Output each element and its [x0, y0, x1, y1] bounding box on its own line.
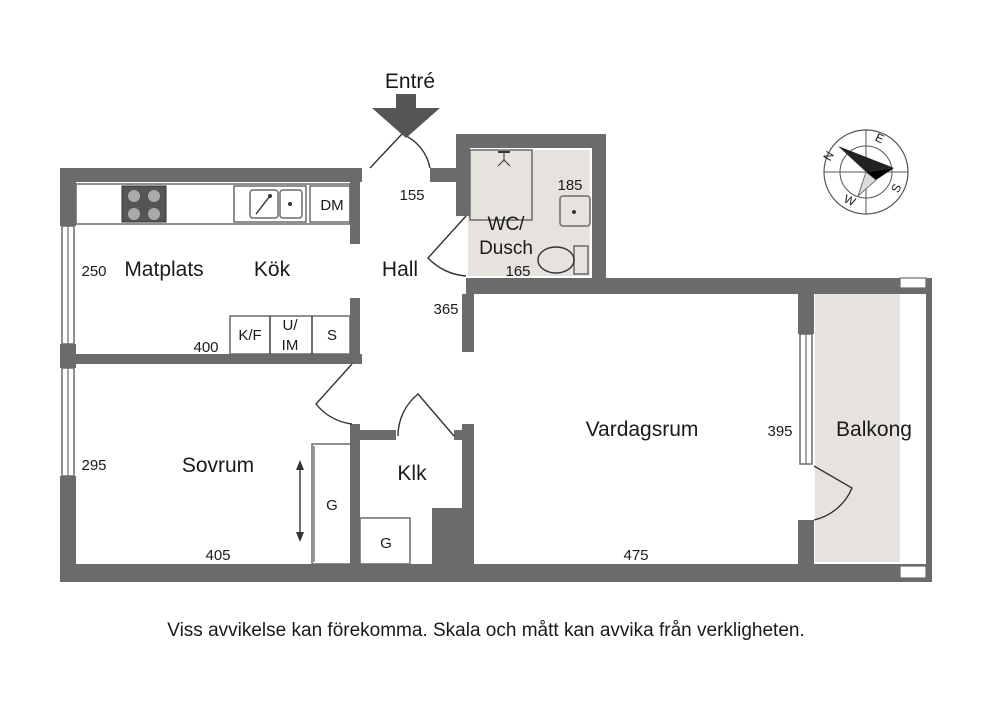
bedroom-wardrobe-label: G [326, 497, 338, 514]
dim-165: 165 [505, 263, 531, 280]
closet-wardrobe-label: G [380, 535, 392, 552]
dim-405: 405 [205, 547, 231, 564]
room-label-dining: Matplats [124, 258, 204, 281]
dim-475: 475 [623, 547, 649, 564]
room-label-living: Vardagsrum [585, 418, 699, 441]
disclaimer: Viss avvikelse kan förekomma. Skala och mått kan avvika från verkligheten. [167, 620, 805, 641]
dim-365: 365 [433, 301, 459, 318]
room-label-wc-1: WC/ [487, 214, 525, 235]
room-label-kitchen: Kök [253, 258, 291, 281]
compass-e: E [873, 130, 887, 147]
room-label-balcony: Balkong [836, 418, 912, 441]
room-label-wc-2: Dusch [479, 238, 533, 259]
dim-185: 185 [557, 177, 583, 194]
kitchen-counter [76, 184, 350, 224]
dim-155: 155 [399, 187, 425, 204]
compass-icon [824, 130, 908, 214]
kitchen-sink-icon [234, 186, 306, 222]
dim-250: 250 [81, 263, 107, 280]
dim-395: 395 [767, 423, 793, 440]
oven-microwave-label-2: IM [281, 337, 299, 354]
compass-s: S [888, 181, 905, 195]
oven-microwave-label-1: U/ [282, 317, 298, 334]
storage-label: S [326, 327, 338, 344]
compass-n: N [820, 148, 837, 164]
room-label-bedroom: Sovrum [181, 454, 255, 477]
room-label-hall: Hall [381, 258, 419, 281]
dim-400: 400 [193, 339, 219, 356]
entrance-arrow-icon [372, 94, 440, 138]
entrance-label: Entré [384, 70, 436, 93]
dishwasher-label: DM [320, 197, 344, 214]
bedroom-wardrobe [296, 444, 352, 564]
dim-295: 295 [81, 457, 107, 474]
room-label-closet: Klk [397, 462, 427, 485]
compass-w: W [841, 191, 858, 210]
fridge-freezer-label: K/F [238, 327, 262, 344]
